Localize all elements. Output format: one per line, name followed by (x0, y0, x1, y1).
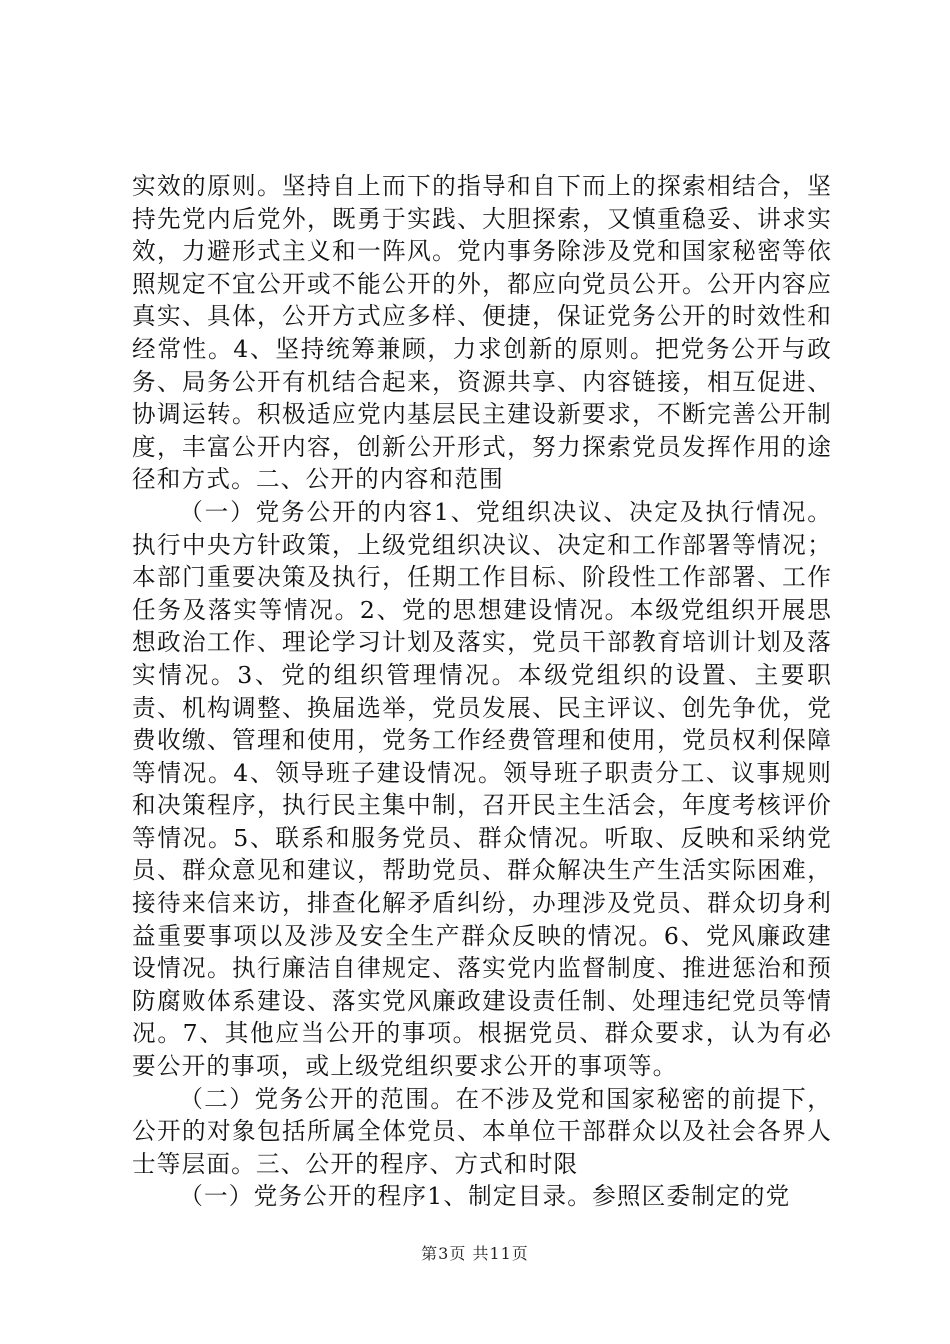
paragraph-3: （二）党务公开的范围。在不涉及党和国家秘密的前提下，公开的对象包括所属全体党员、本单位干部群众以及社会各界人士等层面。三、公开的程序、方式和时限 (132, 1084, 832, 1178)
paragraph-4: （一）党务公开的程序1、制定目录。参照区委制定的党 (179, 1182, 791, 1211)
page-footer: 第3页 共11页 (421, 1244, 529, 1263)
paragraph-2: （一）党务公开的内容1、党组织决议、决定及执行情况。执行中央方针政策，上级党组织决议、决定和工作部署等情况；本部门重要决策及执行，任期工作目标、阶段性工作部署、工作任务及落实等情况。2、党的思想建设情况。本级党组织开展思想政治工作、理论学习计划及落实，党员干部教育培训计划及落实情况。3、党的组织管理情况。本级党组织的设置、主要职责、机构调整、换届选举，党员发展、民主评议、创先争优，党费收缴、管理和使用，党务工作经费管理和使用，党员权利保障等情况。4、领导班子建设情况。领导班子职责分工、议事规则和决策程序，执行民主集中制，召开民主生活会，年度考核评价等情况。5、联系和服务党员、群众情况。听取、反映和采纳党员、群众意见和建议，帮助党员、群众解决生产生活实际困难，接待来信来访，排查化解矛盾纠纷，办理涉及党员、群众切身利益重要事项以及涉及安全生产群众反映的情况。6、党风廉政建设情况。执行廉洁自律规定、落实党内监督制度、推进惩治和预防腐败体系建设、落实党风廉政建设责任制、处理违纪党员等情况。7、其他应当公开的事项。根据党员、群众要求，认为有必要公开的事项，或上级党组织要求公开的事项等。 (132, 497, 832, 1081)
paragraph-1: 实效的原则。坚持自上而下的指导和自下而上的探索相结合，坚持先党内后党外，既勇于实践、大胆探索，又慎重稳妥、讲求实效，力避形式主义和一阵风。党内事务除涉及党和国家秘密等依照规定不宜公开或不能公开的外，都应向党员公开。公开内容应真实、具体，公开方式应多样、便捷，保证党务公开的时效性和经常性。4、坚持统筹兼顾，力求创新的原则。把党务公开与政务、局务公开有机结合起来，资源共享、内容链接，相互促进、协调运转。积极适应党内基层民主建设新要求，不断完善公开制度，丰富公开内容，创新公开形式，努力探索党员发挥作用的途径和方式。二、公开的内容和范围 (132, 172, 832, 494)
document-body (132, 170, 832, 1213)
